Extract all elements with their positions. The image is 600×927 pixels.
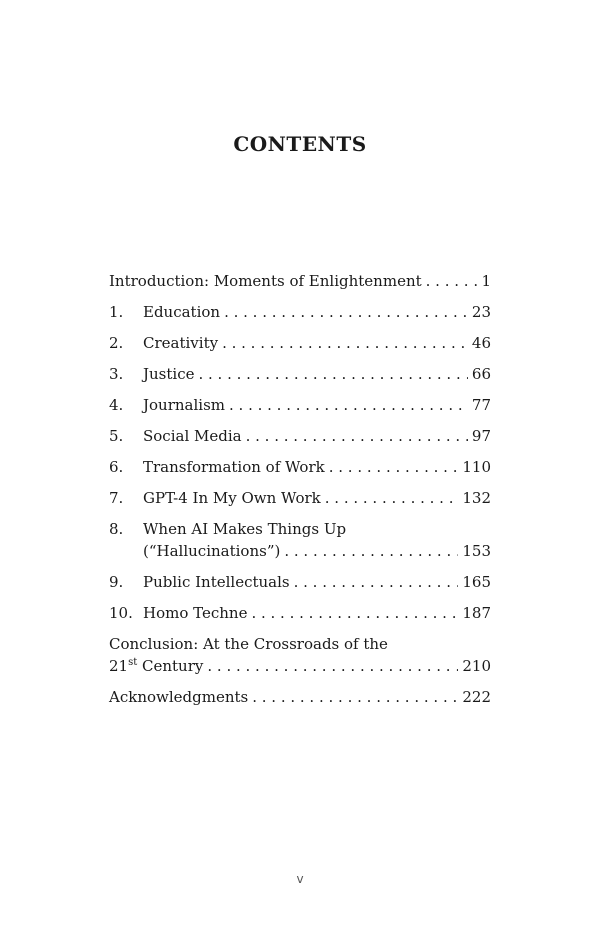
toc-entry-label-continued	[109, 655, 203, 677]
dot-leader	[229, 394, 468, 416]
toc-entry-label: Conclusion: At the Crossroads of the	[109, 635, 388, 653]
toc-entry-number: 4.	[109, 396, 124, 414]
dot-leader	[224, 301, 468, 323]
dot-leader	[207, 655, 458, 677]
toc-entry-label: Introduction: Moments of Enlightenment	[109, 272, 422, 290]
toc-entry-number: 6.	[109, 458, 124, 476]
toc-entry-chapter-4	[109, 394, 491, 425]
toc-entry-number: 3.	[109, 365, 124, 383]
toc-entry-label: Acknowledgments	[109, 688, 249, 706]
toc-entry-label: Justice	[143, 365, 195, 383]
toc-entry-chapter-5	[109, 425, 491, 456]
toc-entry-chapter-9	[109, 571, 491, 602]
table-of-contents	[109, 270, 491, 717]
toc-entry-page: 153	[462, 542, 491, 560]
dot-leader	[246, 425, 468, 447]
toc-entry-number: 9.	[109, 573, 124, 591]
toc-entry-label: Public Intellectuals	[143, 573, 290, 591]
toc-entry-number: 5.	[109, 427, 124, 445]
century-number: 21	[109, 657, 129, 675]
dot-leader	[251, 602, 458, 624]
toc-entry-page: 1	[481, 272, 491, 290]
toc-entry-acknowledgments	[109, 686, 491, 717]
toc-entry-chapter-6	[109, 456, 491, 487]
toc-entry-number: 1.	[109, 303, 124, 321]
toc-entry-page: 132	[462, 489, 491, 507]
toc-entry-label: Journalism	[143, 396, 225, 414]
dot-leader	[284, 540, 458, 562]
toc-entry-page: 66	[471, 365, 491, 383]
dot-leader	[294, 571, 459, 593]
dot-leader	[325, 487, 459, 509]
ordinal-suffix: st	[128, 657, 138, 668]
dot-leader	[198, 363, 467, 385]
toc-entry-label: GPT-4 In My Own Work	[143, 489, 321, 507]
page-title: CONTENTS	[233, 132, 367, 156]
toc-entry-label: Education	[143, 303, 221, 321]
toc-entry-number: 2.	[109, 334, 124, 352]
toc-entry-introduction	[109, 270, 491, 301]
toc-entry-label-continued: (“Hallucinations”)	[143, 542, 281, 560]
toc-entry-page: 23	[471, 303, 491, 321]
toc-entry-chapter-1	[109, 301, 491, 332]
toc-entry-page: 46	[471, 334, 491, 352]
dot-leader	[329, 456, 459, 478]
toc-entry-page: 110	[462, 458, 491, 476]
dot-leader	[426, 270, 478, 292]
toc-entry-conclusion	[109, 633, 491, 686]
toc-entry-page: 97	[471, 427, 491, 445]
toc-entry-number: 7.	[109, 489, 124, 507]
toc-entry-label: When AI Makes Things Up	[143, 520, 347, 538]
toc-entry-label: Transformation of Work	[143, 458, 325, 476]
toc-entry-chapter-10	[109, 602, 491, 633]
dot-leader	[252, 686, 458, 708]
toc-entry-label: Creativity	[143, 334, 219, 352]
toc-entry-number: 8.	[109, 520, 124, 538]
toc-entry-number: 10.	[109, 604, 133, 622]
toc-entry-page: 222	[462, 688, 491, 706]
toc-entry-page: 187	[462, 604, 491, 622]
toc-entry-label: Homo Techne	[143, 604, 248, 622]
dot-leader	[222, 332, 468, 354]
page-number: v	[296, 872, 304, 886]
toc-entry-chapter-3	[109, 363, 491, 394]
toc-entry-page: 210	[462, 657, 491, 675]
century-word: Century	[137, 657, 204, 675]
toc-entry-chapter-8	[109, 518, 491, 571]
toc-entry-label: Social Media	[143, 427, 242, 445]
toc-entry-chapter-2	[109, 332, 491, 363]
toc-entry-page: 77	[471, 396, 491, 414]
toc-entry-chapter-7	[109, 487, 491, 518]
toc-entry-page: 165	[462, 573, 491, 591]
